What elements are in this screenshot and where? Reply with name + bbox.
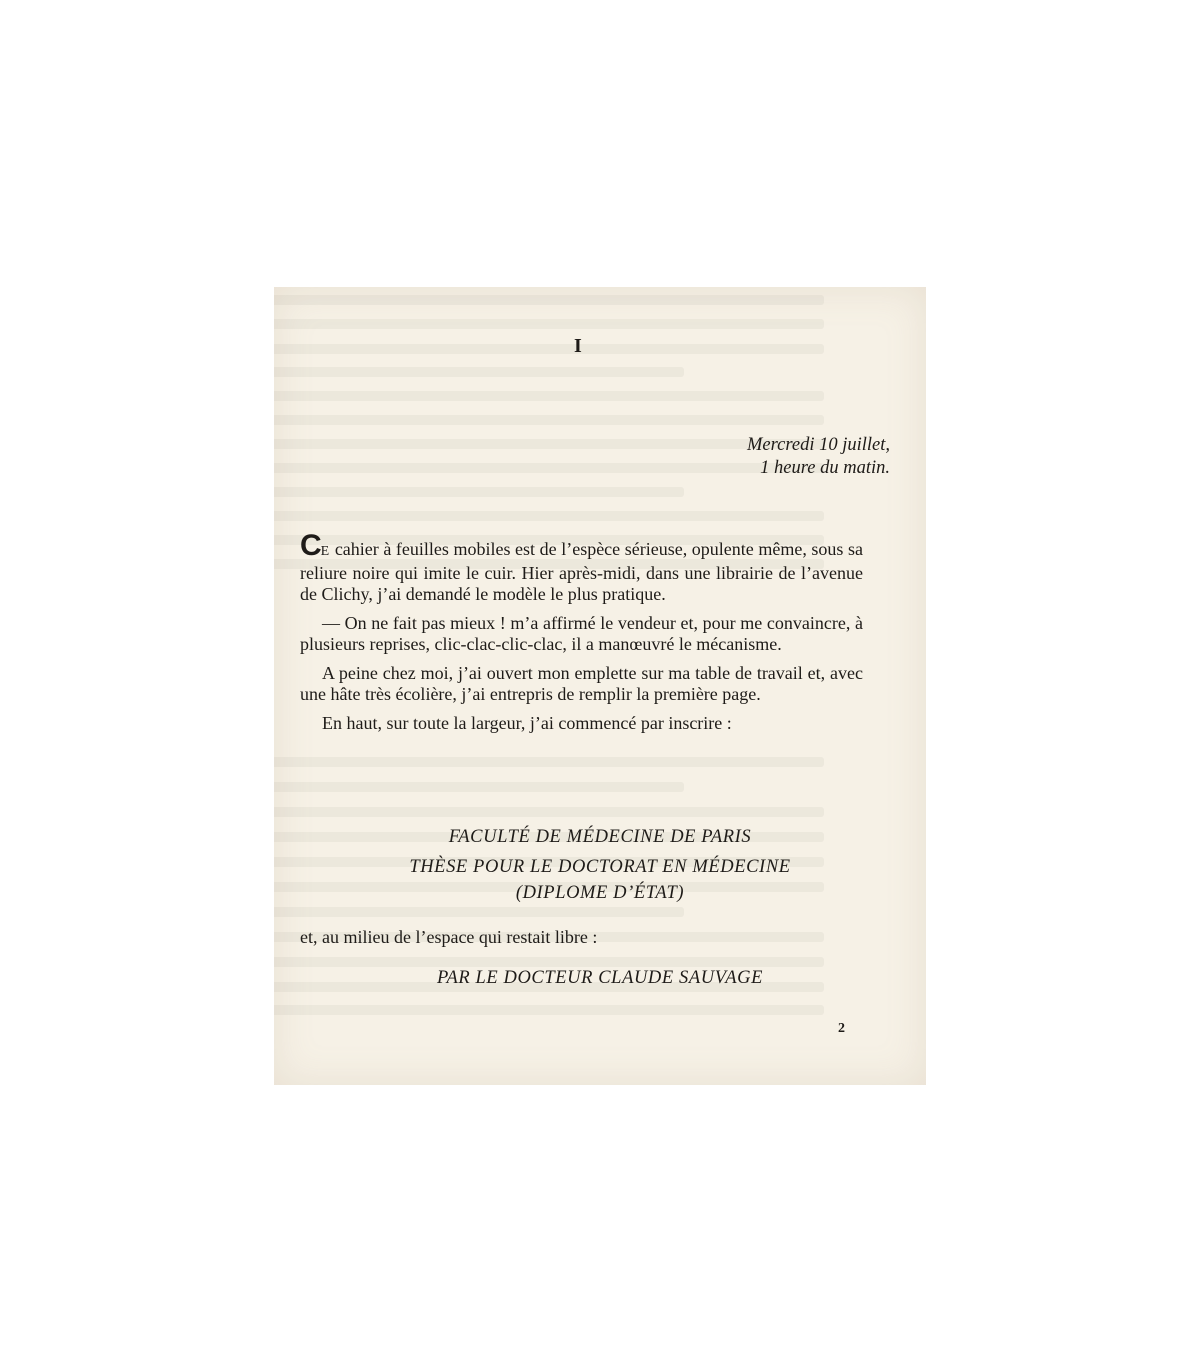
dateline-time: 1 heure du matin. — [760, 458, 890, 478]
bleed-through-line — [274, 367, 684, 377]
bleed-through-line — [274, 295, 824, 305]
bleed-through-line — [274, 511, 824, 521]
bleed-through-line — [274, 344, 824, 354]
bleed-through-line — [274, 487, 684, 497]
libre-line: et, au milieu de l’espace qui restait libre : — [300, 927, 598, 947]
thesis-line-faculty: FACULTÉ DE MÉDECINE DE PARIS — [448, 827, 752, 847]
chapter-number: I — [574, 335, 582, 357]
bleed-through-line — [274, 782, 684, 792]
page-number: 2 — [838, 1021, 845, 1036]
drop-cap: C — [300, 529, 321, 562]
thesis-line-doctorate: THÈSE POUR LE DOCTORAT EN MÉDECINE — [409, 857, 791, 877]
bleed-through-line — [274, 439, 824, 449]
bleed-through-line — [274, 415, 824, 425]
author-line: PAR LE DOCTEUR CLAUDE SAUVAGE — [436, 968, 764, 988]
paragraph: — On ne fait pas mieux ! m’a affirmé le vendeur et, pour me convaincre, à plusieurs reprises, clic-clac-clic-clac, il a manœuvré le mécanisme. — [300, 612, 863, 654]
bleed-through-line — [274, 463, 824, 473]
bleed-through-line — [274, 757, 824, 767]
thesis-line-diploma: (DIPLOME D’ÉTAT) — [515, 883, 685, 903]
bleed-through-line — [274, 807, 824, 817]
small-caps-letter: E — [320, 544, 331, 559]
body-text — [300, 529, 863, 741]
paragraph: A peine chez moi, j’ai ouvert mon emplette sur ma table de travail et, avec une hâte très écolière, j’ai entrepris de remplir la première page. — [300, 662, 863, 704]
scanned-page — [274, 287, 926, 1085]
bleed-through-line — [274, 319, 824, 329]
dateline — [747, 434, 890, 480]
dateline-day: Mercredi 10 juillet, — [747, 435, 890, 455]
bleed-through-line — [274, 391, 824, 401]
paragraph-text: cahier à feuilles mobiles est de l’espèce sérieuse, opulente même, sous sa reliure noire qui imite le cuir. Hier après-midi, dans une librairie de l’avenue de Clichy, j’ai demandé le modèle le plus pratique. — [300, 539, 863, 604]
bleed-through-line — [274, 907, 684, 917]
bleed-through-line — [274, 957, 824, 967]
paragraph: En haut, sur toute la largeur, j’ai commencé par inscrire : — [322, 712, 732, 733]
paragraph — [300, 529, 863, 606]
bleed-through-line — [274, 1005, 824, 1015]
